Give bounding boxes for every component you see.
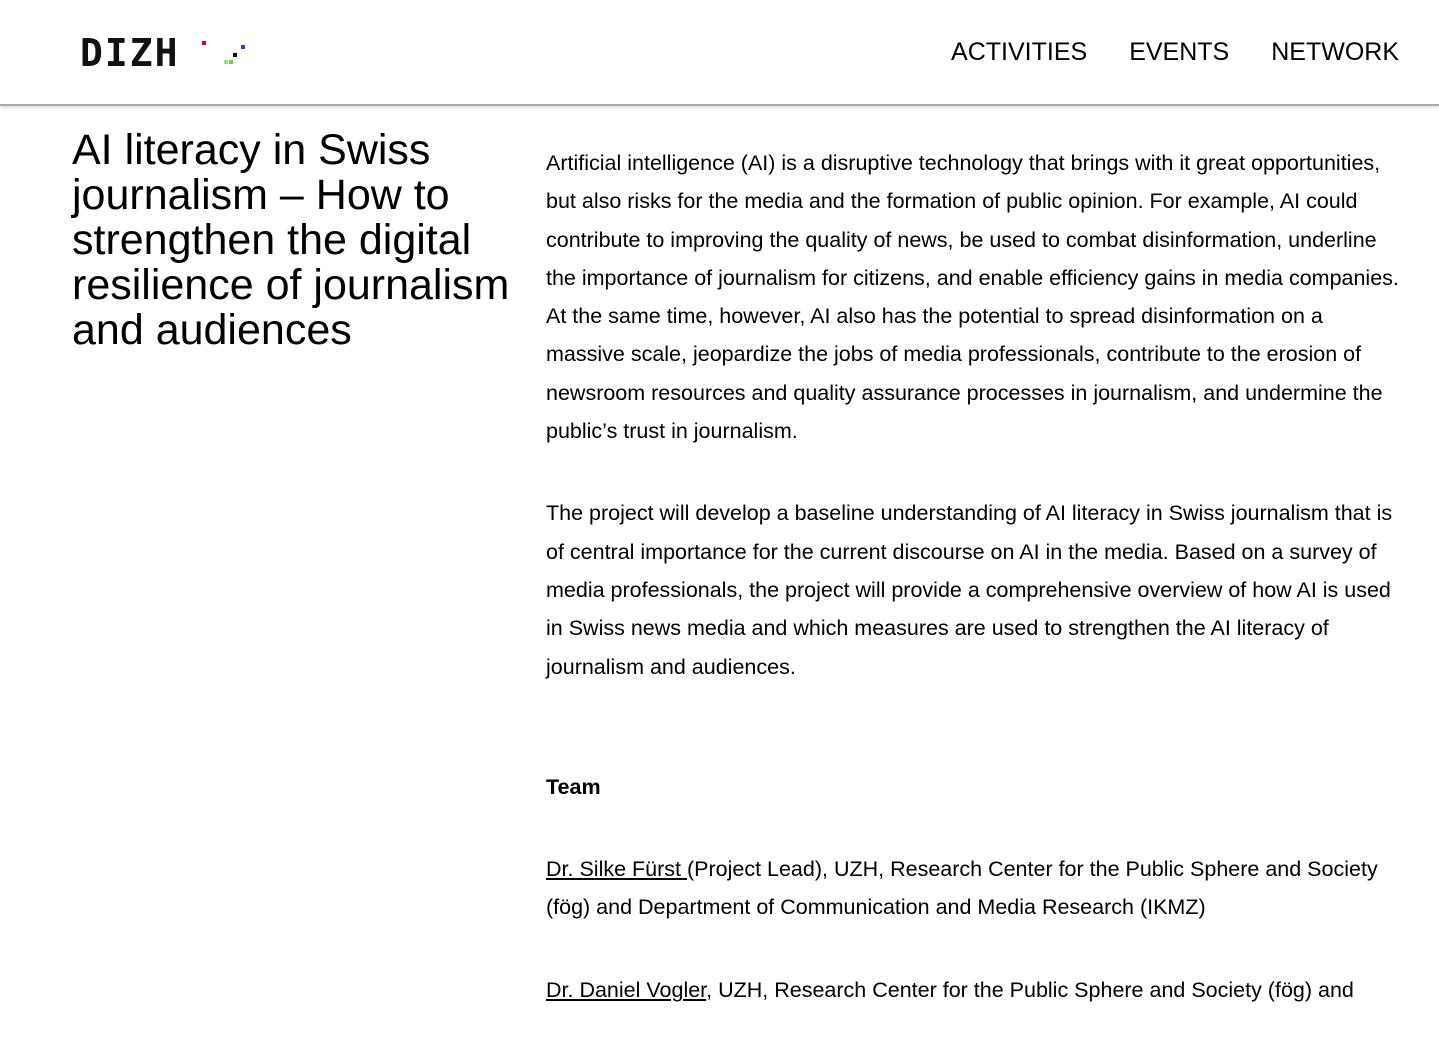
nav-activities[interactable]: ACTIVITIES (951, 38, 1088, 66)
main-nav (951, 36, 1399, 68)
team-member-link-daniel-vogler[interactable]: Dr. Daniel Vogler (546, 978, 707, 1003)
team-member-description: , UZH, Research Center for the Public Sphere and Society (fög) and (706, 978, 1354, 1003)
team-member-description: (Project Lead), UZH, Research Center for the Public Sphere and Society (fög) and Department of Communication and Media Research (IKMZ) (546, 856, 1378, 920)
team-member (546, 971, 1406, 1009)
project-paragraph: The project will develop a baseline understanding of AI literacy in Swiss journalism that is of central importance for the current discourse on AI in the media. Based on a survey of media professionals, the project will provide a comprehensive overview of how AI is used in Swiss news media and which measures are used to strengthen the AI literacy of journalism and audiences. (546, 501, 1393, 679)
logo-dot-red (202, 41, 206, 45)
team-member-link-silke-fuerst[interactable]: Dr. Silke Fürst (546, 856, 687, 881)
nav-events[interactable]: EVENTS (1129, 38, 1230, 66)
team-member (546, 850, 1406, 927)
team-heading: Team (546, 774, 601, 799)
logo-pixel-dots-icon (200, 34, 260, 70)
dizh-logo[interactable] (80, 31, 260, 75)
intro-paragraph: Artificial intelligence (AI) is a disruptive technology that brings with it great opportunities, but also risks for the media and the formation of public opinion. For example, AI could contribute to improving the quality of news, be used to combat disinformation, underline the importance of journalism for citizens, and enable efficiency gains in media companies. At the same time, however, AI also has the potential to spread disinformation on a massive scale, jeopardize the jobs of media professionals, contribute to the erosion of newsroom resources and quality assurance processes in journalism, and undermine the public’s trust in journalism. (546, 151, 1399, 444)
project-description (546, 144, 1406, 1055)
nav-network[interactable]: NETWORK (1271, 38, 1399, 66)
site-header (0, 0, 1439, 106)
page-title: AI literacy in Swiss journalism – How to strengthen the digital resilience of journalism and audiences (72, 126, 510, 354)
logo-dot-black (233, 53, 237, 57)
logo-dot-green-1 (229, 60, 233, 64)
logo-text: DIZH (80, 31, 180, 75)
logo-dot-blue (241, 45, 245, 49)
logo-dot-green-2 (224, 60, 228, 64)
